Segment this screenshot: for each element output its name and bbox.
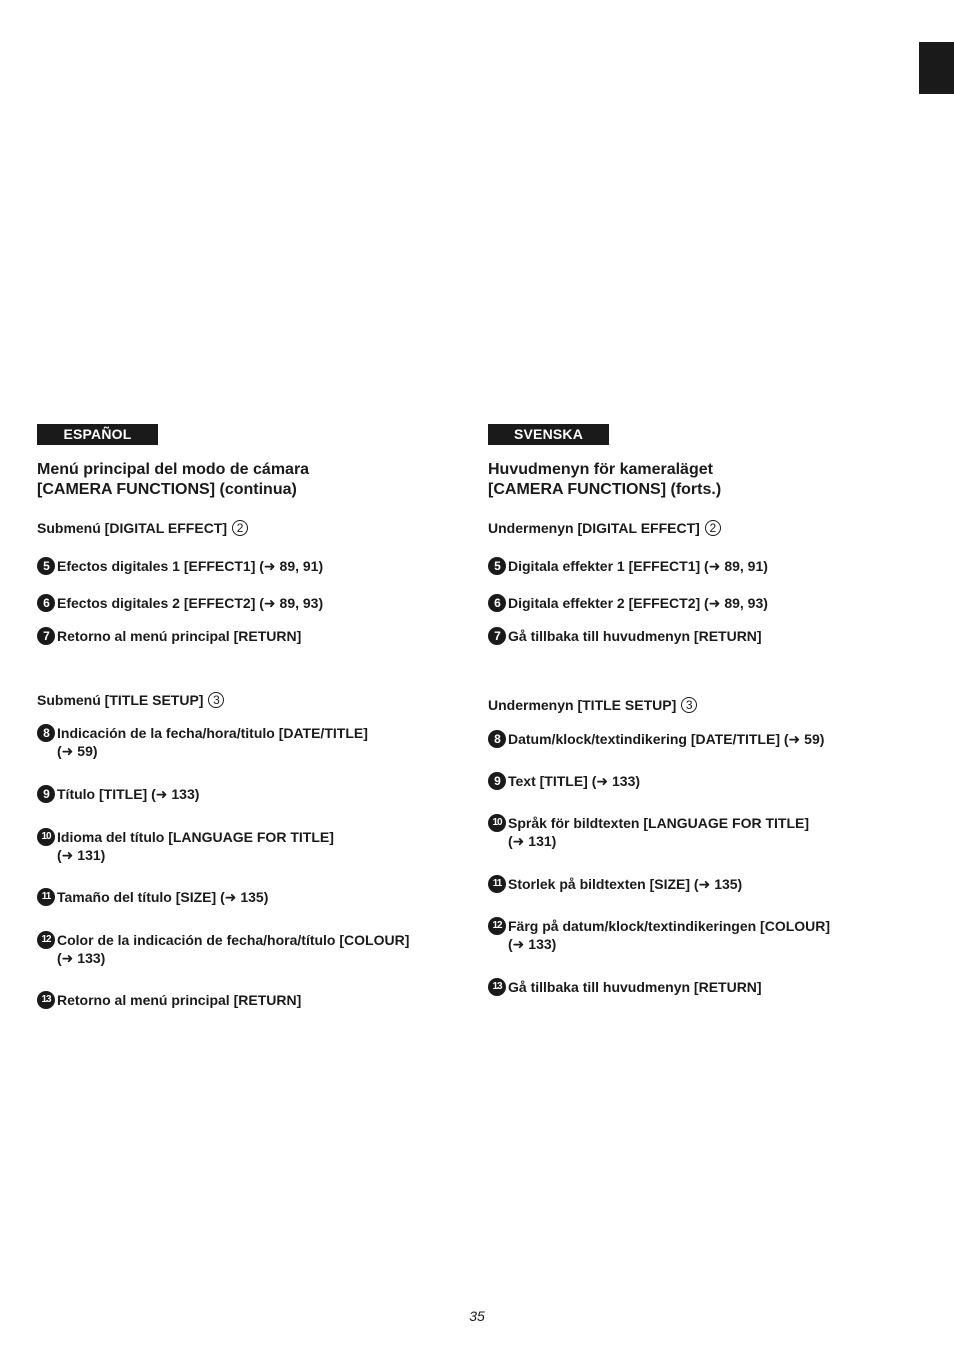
circled-number-icon: 9 xyxy=(37,785,55,803)
list-item xyxy=(488,557,768,575)
submenu-label: Undermenyn [TITLE SETUP] xyxy=(488,697,677,713)
language-label: SVENSKA xyxy=(488,424,609,445)
submenu-title-setup xyxy=(37,691,224,709)
list-item xyxy=(37,931,409,967)
list-item xyxy=(37,627,301,645)
item-text: Tamaño del título [SIZE] (➜ 135) xyxy=(57,889,269,905)
list-item xyxy=(37,888,268,906)
heading-line-2: [CAMERA FUNCTIONS] (continua) xyxy=(37,481,297,498)
item-text-continued: (➜ 59) xyxy=(57,743,98,759)
list-item xyxy=(37,828,334,864)
item-text: Retorno al menú principal [RETURN] xyxy=(57,992,302,1008)
circled-number-icon: 9 xyxy=(488,772,506,790)
list-item xyxy=(488,875,742,893)
item-text: Språk för bildtexten [LANGUAGE FOR TITLE] xyxy=(508,815,810,831)
list-item xyxy=(488,627,762,645)
circled-number-icon: 12 xyxy=(37,931,55,949)
language-label: ESPAÑOL xyxy=(37,424,158,445)
submenu-digital-effect xyxy=(37,519,248,537)
circled-number-icon: 5 xyxy=(488,557,506,575)
list-item xyxy=(488,594,768,612)
item-text-continued: (➜ 131) xyxy=(508,833,557,849)
circled-number-icon: 13 xyxy=(488,978,506,996)
item-text: Datum/klock/textindikering [DATE/TITLE] (➜ 59) xyxy=(508,731,825,747)
section-heading xyxy=(37,460,309,500)
item-text: Gå tillbaka till huvudmenyn [RETURN] xyxy=(508,628,762,644)
list-item xyxy=(37,785,199,803)
list-item xyxy=(488,772,640,790)
page-edge-tab xyxy=(919,42,954,94)
circled-number-icon: 8 xyxy=(37,724,55,742)
list-item xyxy=(488,978,762,996)
submenu-label: Submenú [TITLE SETUP] xyxy=(37,692,204,708)
circled-number-icon: 3 xyxy=(208,692,224,708)
circled-number-icon: 7 xyxy=(37,627,55,645)
circled-number-icon: 3 xyxy=(681,697,697,713)
circled-number-icon: 2 xyxy=(232,520,248,536)
list-item xyxy=(37,724,368,760)
circled-number-icon: 12 xyxy=(488,917,506,935)
item-text: Indicación de la fecha/hora/titulo [DATE/TITLE] xyxy=(57,725,368,741)
item-text: Text [TITLE] (➜ 133) xyxy=(508,773,641,789)
circled-number-icon: 13 xyxy=(37,991,55,1009)
item-text: Retorno al menú principal [RETURN] xyxy=(57,628,302,644)
circled-number-icon: 6 xyxy=(488,594,506,612)
submenu-title-setup xyxy=(488,696,697,714)
item-text-continued: (➜ 133) xyxy=(508,936,557,952)
submenu-label: Submenú [DIGITAL EFFECT] xyxy=(37,520,228,536)
item-text: Color de la indicación de fecha/hora/título [COLOUR] xyxy=(57,932,410,948)
submenu-digital-effect xyxy=(488,519,721,537)
circled-number-icon: 6 xyxy=(37,594,55,612)
circled-number-icon: 8 xyxy=(488,730,506,748)
list-item xyxy=(488,917,830,953)
heading-line-2: [CAMERA FUNCTIONS] (forts.) xyxy=(488,481,722,498)
heading-line-1: Menú principal del modo de cámara xyxy=(37,461,310,478)
circled-number-icon: 5 xyxy=(37,557,55,575)
list-item xyxy=(37,594,323,612)
circled-number-icon: 2 xyxy=(705,520,721,536)
circled-number-icon: 10 xyxy=(488,814,506,832)
circled-number-icon: 11 xyxy=(37,888,55,906)
item-text: Idioma del título [LANGUAGE FOR TITLE] xyxy=(57,829,334,845)
circled-number-icon: 10 xyxy=(37,828,55,846)
item-text: Storlek på bildtexten [SIZE] (➜ 135) xyxy=(508,876,743,892)
item-text-continued: (➜ 131) xyxy=(57,847,106,863)
page-number: 35 xyxy=(469,1308,485,1324)
submenu-label: Undermenyn [DIGITAL EFFECT] xyxy=(488,520,700,536)
list-item xyxy=(488,730,824,748)
list-item xyxy=(37,991,301,1009)
item-text: Efectos digitales 1 [EFFECT1] (➜ 89, 91) xyxy=(57,558,324,574)
item-text: Título [TITLE] (➜ 133) xyxy=(57,786,200,802)
circled-number-icon: 7 xyxy=(488,627,506,645)
heading-line-1: Huvudmenyn för kameraläget xyxy=(488,461,713,478)
list-item xyxy=(37,557,323,575)
item-text: Digitala effekter 1 [EFFECT1] (➜ 89, 91) xyxy=(508,558,768,574)
section-heading xyxy=(488,460,721,500)
item-text: Efectos digitales 2 [EFFECT2] (➜ 89, 93) xyxy=(57,595,324,611)
item-text: Digitala effekter 2 [EFFECT2] (➜ 89, 93) xyxy=(508,595,768,611)
item-text: Färg på datum/klock/textindikeringen [COLOUR] xyxy=(508,918,831,934)
item-text: Gå tillbaka till huvudmenyn [RETURN] xyxy=(508,979,762,995)
list-item xyxy=(488,814,809,850)
item-text-continued: (➜ 133) xyxy=(57,950,106,966)
circled-number-icon: 11 xyxy=(488,875,506,893)
